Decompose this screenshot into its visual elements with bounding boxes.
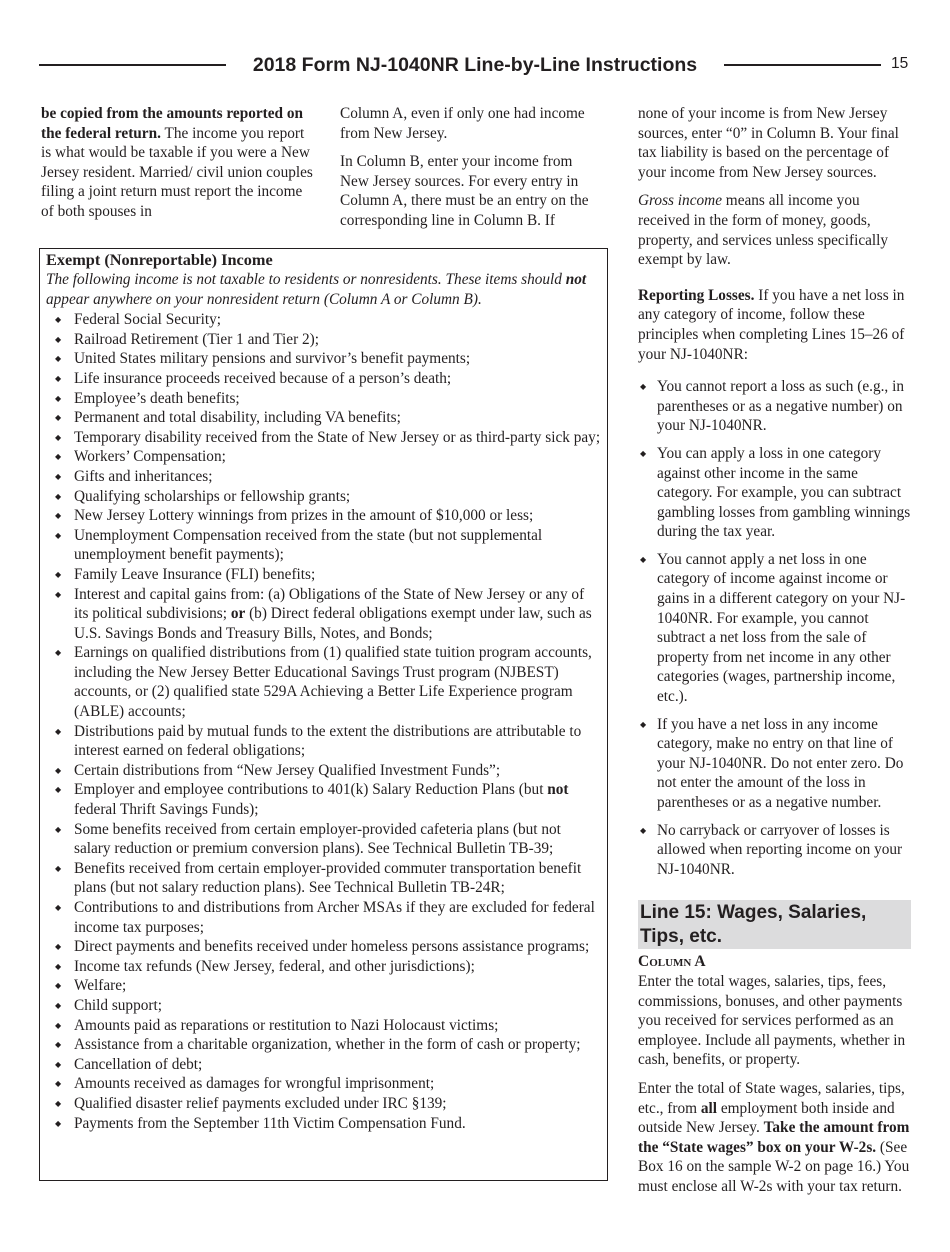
exempt-income-box (39, 248, 608, 1181)
exempt-list-item: ◆ Earnings on qualified distributions from (1) qualified state tuition program accounts, including the New Jersey Better Educational Savings Trust program (NJBEST) accounts, or (2) qualified state 529A Achieving a Better Life Experience program (ABLE) accounts; (46, 643, 601, 721)
exempt-list-item-post: (b) Direct federal obligations exempt under law, such as U.S. Savings Bonds and Treasury Bills, Notes, and Bonds; (74, 605, 592, 642)
exempt-list-item: ◆ Workers’ Compensation; (46, 447, 601, 467)
exempt-list-item: ◆ Payments from the September 11th Victim Compensation Fund. (46, 1114, 601, 1134)
exempt-list-item: ◆ Unemployment Compensation received from the state (but not supplemental unemployment benefit payments); (46, 526, 601, 565)
loss-list-item: ◆ You cannot apply a net loss in one category of income against income or gains in a different category on your NJ-1040NR. For example, you cannot subtract a net loss from the sale of property from net income in any other categories (wages, partnership income, etc.). (638, 550, 911, 707)
exempt-list-item: ◆ Benefits received from certain employer-provided commuter transportation benefit plans (but not salary reduction plans). See Technical Bulletin TB-24R; (46, 859, 601, 898)
exempt-list-item-pre: Employer and employee contributions to 401(k) Salary Reduction Plans (but (74, 781, 548, 799)
exempt-box-intro (46, 270, 601, 309)
exempt-list-item: ◆ Child support; (46, 996, 601, 1016)
loss-list-item: ◆ You can apply a loss in one category against other income in the same category. For example, you can subtract gambling losses from gambling winnings during the tax year. (638, 444, 911, 542)
exempt-list-item-bold: not (547, 781, 569, 799)
reporting-losses-text: If you have a net loss in any category of income, follow these principles when completing Lines 15–26 of your NJ-1040NR: (638, 286, 905, 363)
line-15-p2-text-3: (See Box 16 on the sample W-2 on page 16.) You must enclose all W-2s with your tax return. (638, 1138, 910, 1195)
paragraph-reporting-losses (638, 286, 911, 364)
paragraph-gross-income (638, 191, 911, 269)
intro-bold: not (565, 271, 587, 288)
line-15-p2-bold-state-wages: Take the amount from the “State wages” box on your W-2s. (638, 1119, 910, 1156)
exempt-list-item: ◆ Assistance from a charitable organization, whether in the form of cash or property; (46, 1035, 601, 1055)
page-number: 15 (891, 55, 909, 72)
exempt-list-item: ◆ Federal Social Security; (46, 310, 601, 330)
exempt-list-item: ◆ Cancellation of debt; (46, 1055, 601, 1075)
loss-list-item: ◆ No carryback or carryover of losses is allowed when reporting income on your NJ-1040NR. (638, 821, 911, 880)
line-15-p2-text: Enter the total of State wages, salaries, tips, etc., from (638, 1079, 905, 1117)
paragraph-column-b-zero: none of your income is from New Jersey sources, enter “0” in Column B. Your final tax liability is based on the percentage of your income from New Jersey sources. (638, 105, 899, 181)
exempt-list-item: ◆ Welfare; (46, 976, 601, 996)
page-title: 2018 Form NJ-1040NR Line-by-Line Instructions (252, 54, 698, 76)
exempt-list-item: ◆ Family Leave Insurance (FLI) benefits; (46, 565, 601, 585)
exempt-list-item: ◆ Direct payments and benefits received under homeless persons assistance programs; (46, 937, 601, 957)
exempt-list-item: ◆ Temporary disability received from the State of New Jersey or as third-party sick pay; (46, 428, 601, 448)
loss-list-item: ◆ You cannot report a loss as such (e.g., in parentheses or as a negative number) on your NJ-1040NR. (638, 377, 911, 436)
exempt-list-item: ◆ United States military pensions and survivor’s benefit payments; (46, 349, 601, 369)
exempt-items-list (46, 310, 601, 1133)
exempt-list-item-bold: or (230, 605, 246, 623)
exempt-list-item: ◆ Railroad Retirement (Tier 1 and Tier 2); (46, 330, 601, 350)
exempt-list-item: ◆ Qualified disaster relief payments excluded under IRC §139; (46, 1094, 601, 1114)
line-15-p2-text-2: employment both inside and outside New Jersey. (638, 1099, 895, 1137)
exempt-list-item: ◆ Qualifying scholarships or fellowship grants; (46, 487, 601, 507)
exempt-list-item-post: federal Thrift Savings Funds); (74, 801, 259, 819)
gross-income-term: Gross income (638, 192, 722, 210)
exempt-list-item: ◆ Income tax refunds (New Jersey, federal, and other jurisdictions); (46, 957, 601, 977)
exempt-list-item: ◆ Some benefits received from certain employer-provided cafeteria plans (but not salary reduction or premium conversion plans). See Technical Bulletin TB-39; (46, 820, 601, 859)
gross-income-text: means all income you received in the form of money, goods, property, and services unless specifically exempt by law. (638, 192, 889, 269)
exempt-list-item: ◆ New Jersey Lottery winnings from prizes in the amount of $10,000 or less; (46, 506, 601, 526)
intro-text: The following income is not taxable to residents or nonresidents. These items should (46, 271, 566, 288)
exempt-list-item-pre: Interest and capital gains from: (a) Obligations of the State of New Jersey or any of its political subdivisions; (74, 585, 585, 623)
reporting-losses-lead: Reporting Losses. (638, 286, 755, 304)
exempt-list-item (46, 780, 601, 819)
bold-lead: be copied from the amounts reported on the federal return. (41, 105, 304, 142)
column-a-subheading: Column A (638, 953, 706, 971)
loss-principles-list (638, 377, 911, 879)
column-3-text (638, 104, 911, 1197)
line-15-p2-bold-all: all (700, 1099, 718, 1117)
line-15-heading: Line 15: Wages, Salaries, Tips, etc. (638, 900, 911, 949)
continued-paragraph (41, 104, 314, 222)
paragraph-column-b: In Column B, enter your income from New Jersey sources. For every entry in Column A, there must be an entry on the corresponding line in Column B. If (340, 153, 589, 229)
exempt-list-item: ◆ Employee’s death benefits; (46, 389, 601, 409)
exempt-list-item: ◆ Gifts and inheritances; (46, 467, 601, 487)
exempt-list-item: ◆ Life insurance proceeds received because of a person’s death; (46, 369, 601, 389)
intro-text-end: appear anywhere on your nonresident return (Column A or Column B). (46, 290, 482, 308)
paragraph-text: The income you report is what would be taxable if you were a New Jersey resident. Married/ civil union couples filing a joint return must report the income of both spouses in (41, 124, 313, 220)
header-rule-left (39, 64, 226, 66)
exempt-list-item (46, 585, 601, 644)
exempt-box-title: Exempt (Nonreportable) Income (46, 250, 273, 269)
paragraph-column-a: Column A, even if only one had income from New Jersey. (340, 105, 585, 142)
exempt-list-item: ◆ Amounts received as damages for wrongful imprisonment; (46, 1074, 601, 1094)
exempt-list-item: ◆ Contributions to and distributions from Archer MSAs if they are excluded for federal income tax purposes; (46, 898, 601, 937)
exempt-list-item: ◆ Amounts paid as reparations or restitution to Nazi Holocaust victims; (46, 1016, 601, 1036)
line-15-paragraph-2 (638, 1079, 911, 1197)
exempt-list-item: ◆ Certain distributions from “New Jersey Qualified Investment Funds”; (46, 761, 601, 781)
header-rule-right (724, 64, 881, 66)
line-15-paragraph-1: Enter the total wages, salaries, tips, fees, commissions, bonuses, and other payments you received for services performed as an employee. Include all payments, whether in cash, benefits, or property. (638, 972, 906, 1069)
exempt-list-item: ◆ Distributions paid by mutual funds to the extent the distributions are attributable to interest earned on federal obligations; (46, 722, 601, 761)
column-1-text (41, 104, 314, 222)
loss-list-item: ◆ If you have a net loss in any income category, make no entry on that line of your NJ-1040NR. Do not enter zero. Do not enter the amount of the loss in parentheses or as a negative number. (638, 715, 911, 813)
exempt-list-item: ◆ Permanent and total disability, including VA benefits; (46, 408, 601, 428)
column-2-text (340, 104, 605, 231)
